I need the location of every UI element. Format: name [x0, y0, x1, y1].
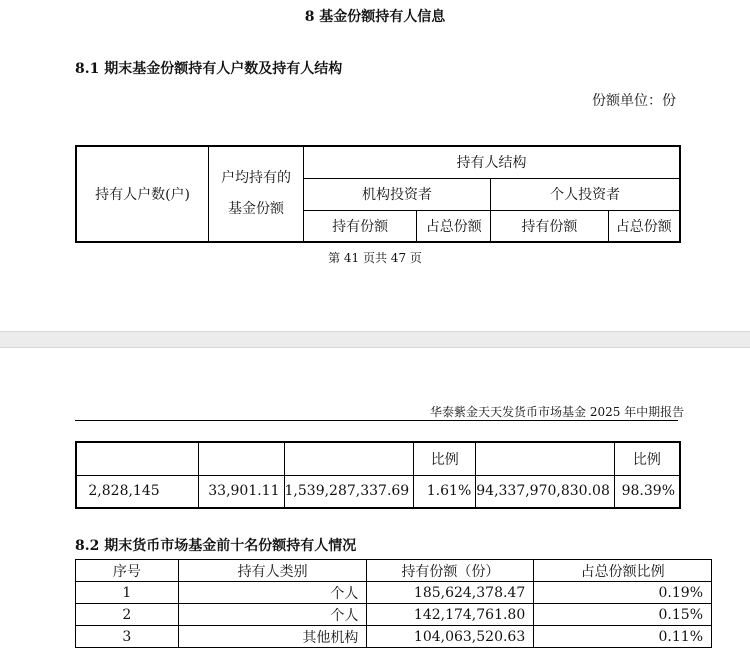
table-row [76, 626, 712, 648]
section-title-8-2: 8.2 期末货币市场基金前十名份额持有人情况 [75, 538, 357, 554]
cell-seq: 3 [76, 626, 179, 648]
cell-holder-type: 其他机构 [178, 626, 367, 648]
top-ten-holders-table [75, 559, 712, 648]
holder-structure-table-continued [75, 441, 681, 509]
header-inst-ratio: 占总份额 [417, 210, 491, 242]
cont-header-empty-4 [476, 442, 615, 475]
running-header: 华泰紫金天天发货币市场基金 2025 年中期报告 [430, 405, 685, 419]
header-individual: 个人投资者 [491, 178, 680, 210]
page-break [0, 331, 750, 348]
cell-holding-shares: 185,624,378.47 [367, 582, 534, 604]
table-row [76, 582, 712, 604]
cell-seq: 2 [76, 604, 179, 626]
cell-inst-shares: 1,539,287,337.69 [284, 475, 414, 508]
cell-inst-ratio: 1.61% [414, 475, 476, 508]
header-holding-shares: 持有份额（份） [367, 560, 534, 582]
cont-header-inst-ratio: 比例 [414, 442, 476, 475]
cell-ratio: 0.19% [534, 582, 712, 604]
report-page-42 [0, 348, 750, 649]
top-holders-header-row [76, 560, 712, 582]
cell-avg-holding: 33,901.11 [198, 475, 284, 508]
header-indiv-shares: 持有份额 [491, 210, 608, 242]
header-indiv-ratio: 占总份额 [608, 210, 680, 242]
cell-holding-shares: 142,174,761.80 [367, 604, 534, 626]
page-number: 第 41 页共 47 页 [328, 251, 422, 265]
cell-seq: 1 [76, 582, 179, 604]
cont-header-indiv-ratio: 比例 [614, 442, 680, 475]
cell-ratio: 0.11% [534, 626, 712, 648]
holder-structure-table-header [75, 145, 681, 243]
header-institutional: 机构投资者 [303, 178, 490, 210]
cell-holding-shares: 104,063,520.63 [367, 626, 534, 648]
section-title-8-1: 8.1 期末基金份额持有人户数及持有人结构 [75, 61, 343, 77]
cont-header-empty-2 [198, 442, 284, 475]
header-holder-structure: 持有人结构 [303, 146, 680, 178]
cell-ratio: 0.15% [534, 604, 712, 626]
cell-holder-type: 个人 [178, 604, 367, 626]
header-holders-count: 持有人户数(户) [76, 146, 209, 242]
cell-holder-type: 个人 [178, 582, 367, 604]
header-avg-holding-line2: 基金份额 [228, 201, 285, 217]
table-row [76, 604, 712, 626]
header-holder-type: 持有人类别 [178, 560, 367, 582]
header-inst-shares: 持有份额 [303, 210, 416, 242]
cell-holders-count: 2,828,145 [76, 475, 198, 508]
header-rule [75, 420, 678, 421]
table-row [76, 475, 680, 508]
cell-indiv-shares: 94,337,970,830.08 [476, 475, 615, 508]
cell-indiv-ratio: 98.39% [614, 475, 680, 508]
header-avg-holding [209, 146, 304, 242]
cont-header-empty-3 [284, 442, 414, 475]
header-seq: 序号 [76, 560, 179, 582]
unit-label: 份额单位：份 [592, 93, 676, 109]
continued-header-row [76, 442, 680, 475]
header-ratio-total: 占总份额比例 [534, 560, 712, 582]
header-avg-holding-line1: 户均持有的 [221, 170, 292, 186]
cont-header-empty-1 [76, 442, 198, 475]
chapter-title: 8 基金份额持有人信息 [304, 9, 446, 25]
